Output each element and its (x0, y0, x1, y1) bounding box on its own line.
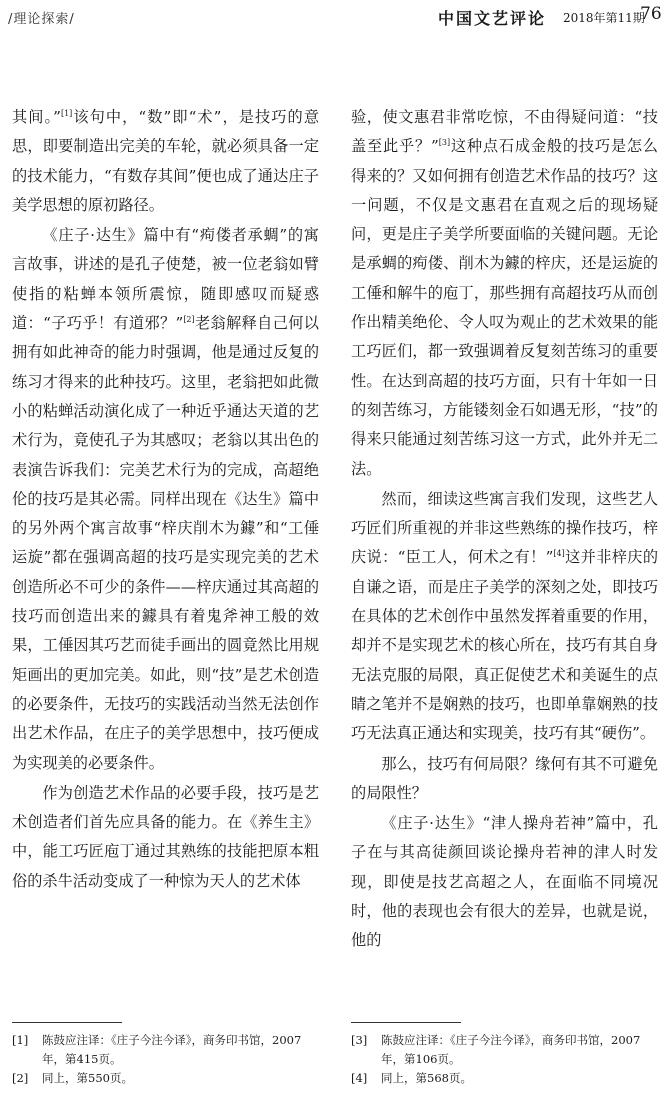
footnote-number: [3] (351, 1033, 368, 1047)
footnote-ref[interactable]: [4] (553, 549, 565, 559)
footnote-text: 陈鼓应注译：《庄子今注今译》，商务印书馆，2007年，第415页。 (42, 1033, 302, 1066)
footnote (12, 1031, 319, 1069)
footnote-number: [1] (12, 1033, 29, 1047)
footnote (12, 1069, 319, 1088)
footnote-text: 同上，第568页。 (381, 1071, 472, 1085)
footnote-number: [4] (351, 1071, 368, 1085)
footnote-number: [2] (12, 1071, 29, 1085)
paragraph: 验，使文惠君非常吃惊，不由得疑问道：“技盖至此乎？”[3]这种点石成金般的技巧是怎么得来的？又如何拥有创造艺术作品的技巧？这一问题，不仅是文惠君在直观之后的现场疑问，更是庄子美学所要面临的关键问题。无论是承蜩的痀偻、削木为鐻的梓庆，还是运旋的工倕和解牛的庖丁，那些拥有高超技巧从而创作出精美绝伦、令人叹为观止的艺术效果的能工巧匠们，都一致强调着反复刻苦练习的重要性。在达到高超的技巧方面，只有十年如一日的刻苦练习，方能镂刻金石如遇无形，“技”的得来只能通过刻苦练习这一方式，此外并无二法。 (351, 108, 658, 478)
footnote-divider (12, 1022, 122, 1023)
paragraph: 《庄子·达生》篇中有“痀偻者承蜩”的寓言故事，讲述的是孔子使楚，被一位老翁如臂使指的粘蝉本领所震惊，随即感叹而疑惑道：“子巧乎！有道邪？”[2]老翁解释自己何以拥有如此神奇的能力时强调，他是通过反复的练习才得来的此种技巧。这里，老翁把如此微小的粘蝉活动演化成了一种近乎通达天道的艺术行为，竟使孔子为其感叹；老翁以其出色的表演告诉我们：完美艺术行为的完成，高超绝伦的技巧是其必需。同样出现在《达生》篇中的另外两个寓言故事“梓庆削木为鐻”和“工倕运旋”都在强调高超的技巧是实现完美的艺术创造所必不可少的条件——梓庆通过其高超的技巧而创造出来的鐻具有着鬼斧神工般的效果，工倕因其巧艺而徒手画出的圆竟然比用规矩画出的更加完美。如此，则“技”是艺术创造的必要条件，无技巧的实践活动当然无法创作出艺术作品，在庄子的美学思想中，技巧便成为实现美的必要条件。 (12, 226, 319, 772)
footnote-divider (351, 1022, 461, 1023)
left-column (12, 103, 319, 896)
footnote-text: 陈鼓应注译：《庄子今注今译》，商务印书馆，2007年，第106页。 (381, 1033, 641, 1066)
footnotes-left (12, 1031, 319, 1088)
footnote (351, 1069, 658, 1088)
right-column (351, 103, 658, 956)
footnotes-right (351, 1031, 658, 1088)
page-number: 76 (640, 4, 662, 24)
paragraph: 然而，细读这些寓言我们发现，这些艺人巧匠们所重视的并非这些熟练的操作技巧，梓庆说：“臣工人，何术之有！”[4]这并非梓庆的自谦之语，而是庄子美学的深刻之处，即技巧在具体的艺术创作中虽然发挥着重要的作用，却并不是实现艺术的核心所在，技巧有其自身无法克服的局限，真正促使艺术和美诞生的点睛之笔并不是娴熟的技巧，也即单靠娴熟的技巧无法真正通达和实现美，技巧有其“硬伤”。 (351, 489, 659, 743)
journal-title: 中国文艺评论 (438, 9, 547, 28)
paragraph: 那么，技巧有何局限？缘何有其不可避免的局限性？ (351, 754, 658, 802)
footnote-ref[interactable]: [2] (183, 315, 195, 325)
footnote-ref[interactable]: [3] (438, 138, 451, 148)
section-label: /理论探索/ (8, 12, 75, 27)
page-header (0, 0, 669, 60)
footnote-text: 同上，第550页。 (42, 1071, 133, 1085)
footnote (351, 1031, 658, 1069)
footnote-ref[interactable]: [1] (60, 108, 73, 118)
issue-label: 2018年第11期 (563, 11, 645, 25)
paragraph: 作为创造艺术作品的必要手段，技巧是艺术创造者们首先应具备的能力。在《养生主》中，能工巧匠庖丁通过其熟练的技能把原本粗俗的杀牛活动变成了一种惊为天人的艺术体 (12, 783, 319, 890)
paragraph: 其间。”[1]该句中，“数”即“术”，是技巧的意思，即要制造出完美的车轮，就必须具备一定的技术能力，“有数存其间”便也成了通达庄子美学思想的原初路径。 (12, 108, 320, 214)
paragraph: 《庄子·达生》“津人操舟若神”篇中，孔子在与其高徒颜回谈论操舟若神的津人时发现，即使是技艺高超之人，在面临不同境况时，他的表现也会有很大的差异，也就是说，他的 (351, 814, 658, 950)
